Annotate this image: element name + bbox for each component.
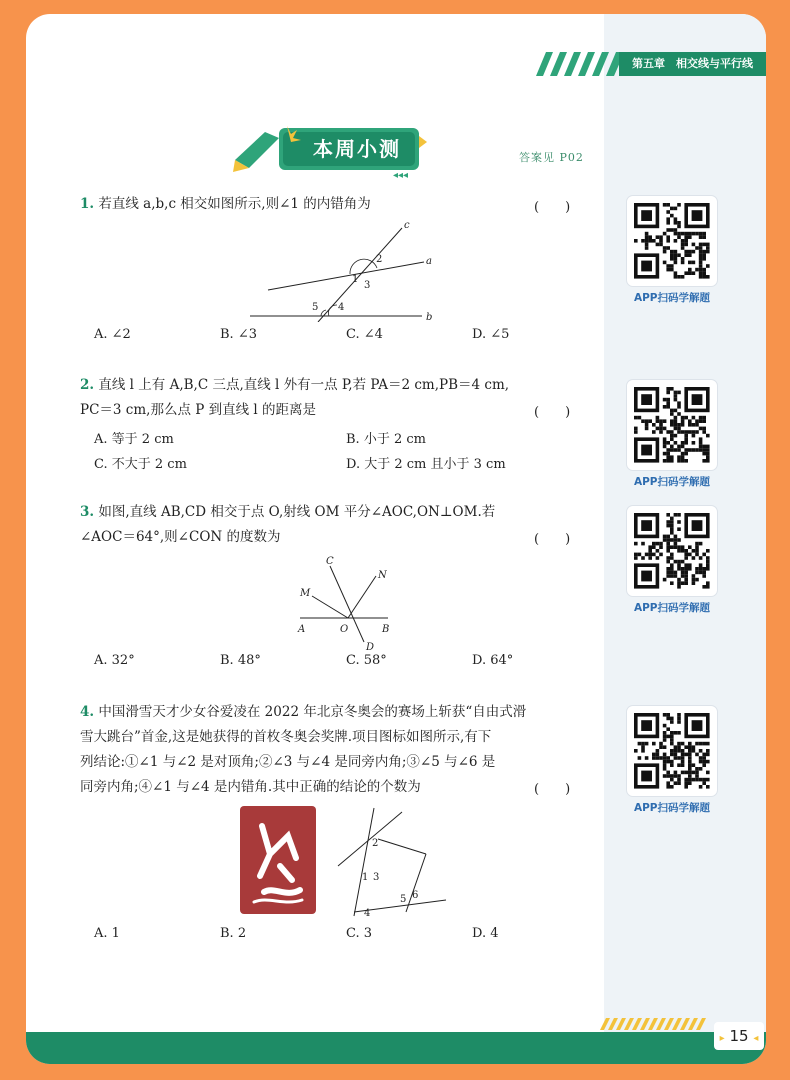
qr-label: APP扫码学解题 bbox=[633, 802, 711, 814]
option-b[interactable]: B. ∠3 bbox=[220, 327, 257, 342]
section-title-badge bbox=[231, 122, 436, 182]
figure-label-O: O bbox=[340, 624, 349, 635]
option-a[interactable]: A. ∠2 bbox=[94, 327, 131, 342]
option-a[interactable]: A. 1 bbox=[94, 926, 120, 941]
figure-label-C: C bbox=[326, 556, 334, 567]
arrow-left-icon: ◂ bbox=[753, 1033, 759, 1044]
question-text-line2: ∠AOC＝64°,则∠CON 的度数为 bbox=[80, 529, 281, 545]
angle-label-1: 1 bbox=[362, 872, 369, 883]
arrow-right-icon: ▸ bbox=[719, 1033, 725, 1044]
answer-reference: 答案见 P02 bbox=[519, 151, 584, 164]
figure-q4 bbox=[336, 804, 456, 920]
question-text-line4: 同旁内角;④∠1 与∠4 是内错角.其中正确的结论的个数为 bbox=[80, 779, 421, 795]
option-a[interactable]: A. 等于 2 cm bbox=[94, 432, 174, 447]
option-d[interactable]: D. 64° bbox=[472, 653, 514, 668]
qr-code-icon[interactable] bbox=[627, 196, 717, 286]
figure-label-c: c bbox=[404, 222, 410, 231]
page-number-text: 15 bbox=[729, 1027, 749, 1045]
chapter-title: 第五章 相交线与平行线 bbox=[619, 52, 766, 76]
question-text: 直线 l 上有 A,B,C 三点,直线 l 外有一点 P,若 PA＝2 cm,PB＝4 cm, bbox=[98, 377, 510, 393]
answer-parenthesis: ( ) bbox=[534, 532, 571, 547]
question-number: 1. bbox=[80, 196, 95, 212]
angle-label-3: 3 bbox=[364, 280, 371, 291]
question-2 bbox=[80, 373, 600, 423]
stripe-decoration-icon bbox=[526, 52, 621, 76]
option-c[interactable]: C. 不大于 2 cm bbox=[94, 457, 187, 472]
angle-label-1: 1 bbox=[352, 274, 359, 285]
question-4 bbox=[80, 700, 600, 800]
figure-label-M: M bbox=[300, 588, 311, 599]
figure-label-a: a bbox=[426, 256, 432, 267]
option-d[interactable]: D. ∠5 bbox=[472, 327, 510, 342]
figure-label-N: N bbox=[378, 570, 387, 581]
svg-text:◂◂◂: ◂◂◂ bbox=[393, 170, 409, 181]
chapter-header bbox=[526, 52, 766, 76]
option-a[interactable]: A. 32° bbox=[94, 653, 135, 668]
qr-code-q1[interactable] bbox=[625, 196, 719, 305]
qr-code-q3[interactable] bbox=[625, 506, 719, 615]
question-3 bbox=[80, 500, 600, 550]
option-c[interactable]: C. 3 bbox=[346, 926, 373, 941]
option-d[interactable]: D. 大于 2 cm 且小于 3 cm bbox=[346, 457, 506, 472]
figure-q1 bbox=[246, 222, 446, 322]
qr-label: APP扫码学解题 bbox=[633, 476, 711, 488]
angle-label-6: 6 bbox=[412, 890, 419, 901]
option-b[interactable]: B. 小于 2 cm bbox=[346, 432, 426, 447]
angle-label-2: 2 bbox=[376, 254, 383, 265]
footer-bar bbox=[26, 1032, 766, 1064]
angle-label-5: 5 bbox=[400, 894, 407, 905]
figure-label-b: b bbox=[426, 312, 433, 322]
footer-stripe-icon bbox=[600, 1018, 712, 1030]
qr-code-icon[interactable] bbox=[627, 506, 717, 596]
answer-parenthesis: ( ) bbox=[534, 782, 571, 797]
question-number: 4. bbox=[80, 704, 95, 720]
question-text-line3: 列结论:①∠1 与∠2 是对顶角;②∠3 与∠4 是同旁内角;③∠5 与∠6 是 bbox=[80, 754, 496, 770]
option-b[interactable]: B. 48° bbox=[220, 653, 261, 668]
option-b[interactable]: B. 2 bbox=[220, 926, 247, 941]
page-number bbox=[714, 1022, 764, 1050]
angle-label-4: 4 bbox=[364, 908, 371, 919]
angle-label-4: 4 bbox=[338, 302, 345, 313]
question-1 bbox=[80, 192, 600, 217]
question-text: 若直线 a,b,c 相交如图所示,则∠1 的内错角为 bbox=[98, 196, 371, 212]
page bbox=[26, 14, 766, 1064]
question-number: 3. bbox=[80, 504, 95, 520]
answer-parenthesis: ( ) bbox=[534, 200, 571, 215]
section-title: 本周小测 bbox=[313, 137, 401, 161]
ski-emblem-icon bbox=[240, 806, 320, 916]
qr-code-q2[interactable] bbox=[625, 380, 719, 489]
angle-label-2: 2 bbox=[372, 838, 379, 849]
figure-label-B: B bbox=[382, 624, 390, 635]
question-text-line2: PC＝3 cm,那么点 P 到直线 l 的距离是 bbox=[80, 402, 317, 418]
qr-label: APP扫码学解题 bbox=[633, 292, 711, 304]
option-c[interactable]: C. 58° bbox=[346, 653, 387, 668]
qr-code-icon[interactable] bbox=[627, 380, 717, 470]
figure-q3 bbox=[288, 554, 398, 654]
question-text: 如图,直线 AB,CD 相交于点 O,射线 OM 平分∠AOC,ON⊥OM.若 bbox=[98, 504, 496, 520]
question-text-line2: 雪大跳台”首金,这是她获得的首枚冬奥会奖牌.项目图标如图所示,有下 bbox=[80, 729, 492, 745]
figure-label-A: A bbox=[298, 624, 306, 635]
angle-label-5: 5 bbox=[312, 302, 319, 313]
qr-label: APP扫码学解题 bbox=[633, 602, 711, 614]
question-text: 中国滑雪天才少女谷爱凌在 2022 年北京冬奥会的赛场上斩获“自由式滑 bbox=[98, 704, 527, 720]
qr-code-icon[interactable] bbox=[627, 706, 717, 796]
question-number: 2. bbox=[80, 377, 95, 393]
qr-code-q4[interactable] bbox=[625, 706, 719, 815]
option-c[interactable]: C. ∠4 bbox=[346, 327, 383, 342]
option-d[interactable]: D. 4 bbox=[472, 926, 499, 941]
angle-label-3: 3 bbox=[373, 872, 380, 883]
figure-label-D: D bbox=[366, 642, 375, 653]
answer-parenthesis: ( ) bbox=[534, 405, 571, 420]
